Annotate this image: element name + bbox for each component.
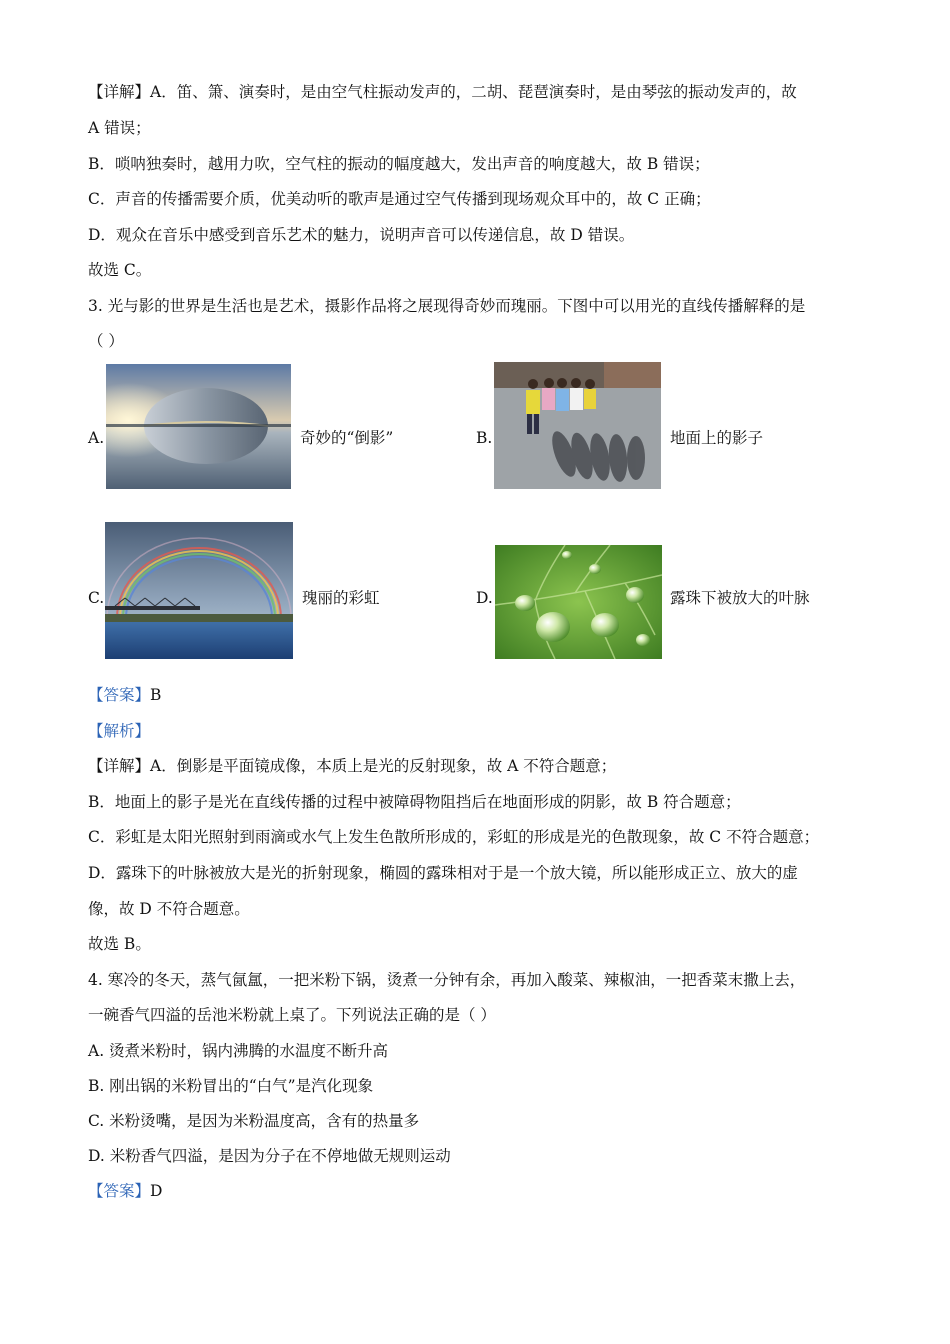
q4-stem-line2: 一碗香气四溢的岳池米粉就上桌了。下列说法正确的是（ ）	[88, 1006, 496, 1024]
q4-option-b: B. 刚出锅的米粉冒出的“白气”是汽化现象	[88, 1077, 374, 1095]
q3-explain-line4: D．露珠下的叶脉被放大是光的折射现象，椭圆的露珠相对于是一个放大镜，所以能形成正立、放大的虚	[88, 864, 798, 882]
q2-explain-line1b: A 错误；	[88, 119, 151, 137]
q3-answer-label: 【答案】	[88, 686, 151, 704]
q3-option-c-photo-rainbow	[105, 522, 293, 659]
q3-option-b-letter: B.	[476, 429, 493, 447]
q3-option-d-letter: D.	[476, 589, 493, 607]
q3-option-b-caption: 地面上的影子	[670, 429, 764, 447]
q3-explain-line4b: 像，故 D 不符合题意。	[88, 900, 250, 918]
q3-explain-line2: B．地面上的影子是光在直线传播的过程中被障碍物阻挡后在地面形成的阴影，故 B 符合题意；	[88, 793, 741, 811]
q4-answer-label: 【答案】	[88, 1182, 151, 1200]
q3-explain-line1: 【详解】A．倒影是平面镜成像，本质上是光的反射现象，故 A 不符合题意；	[88, 757, 617, 775]
q3-bracket: （ ）	[88, 332, 124, 350]
q3-analysis-label: 【解析】	[88, 722, 151, 740]
q3-stem: 3. 光与影的世界是生活也是艺术，摄影作品将之展现得奇妙而瑰丽。下图中可以用光的直线传播解释的是	[88, 297, 806, 315]
q4-answer: D	[150, 1182, 163, 1200]
q2-explain-label: 【详解】	[88, 83, 151, 101]
q3-explain-label: 【详解】	[88, 757, 151, 775]
q2-explain-line4: D．观众在音乐中感受到音乐艺术的魅力，说明声音可以传递信息，故 D 错误。	[88, 226, 635, 244]
q3-conclusion: 故选 B。	[88, 935, 151, 953]
q4-option-d: D. 米粉香气四溢，是因为分子在不停地做无规则运动	[88, 1147, 451, 1165]
q3-answer-line	[88, 685, 161, 705]
q2-explain-line3: C．声音的传播需要介质，优美动听的歌声是通过空气传播到现场观众耳中的，故 C 正确；	[88, 190, 711, 208]
q3-option-a-letter: A.	[88, 429, 105, 447]
q3-option-a-caption: 奇妙的“倒影”	[300, 429, 394, 447]
q2-conclusion: 故选 C。	[88, 261, 152, 279]
q2-explain-line1: 【详解】A．笛、箫、演奏时，是由空气柱振动发声的，二胡、琵琶演奏时，是由琴弦的振动发声的，故	[88, 83, 797, 101]
q3-option-c-letter: C.	[88, 589, 105, 607]
q4-stem-line1: 4. 寒冷的冬天，蒸气氤氲，一把米粉下锅，烫煮一分钟有余，再加入酸菜、辣椒油，一把香菜末撒上去，	[88, 971, 806, 989]
q3-option-d-caption: 露珠下被放大的叶脉	[670, 589, 810, 607]
q3-answer: B	[150, 686, 162, 704]
q4-answer-line	[88, 1181, 162, 1201]
q4-option-a: A. 烫煮米粉时，锅内沸腾的水温度不断升高	[88, 1042, 389, 1060]
q3-option-d-photo-leaf-dew	[495, 545, 662, 659]
q3-option-b-photo-shadows	[494, 362, 661, 489]
q2-explain-line2: B．唢呐独奏时，越用力吹，空气柱的振动的幅度越大，发出声音的响度越大，故 B 错误；	[88, 155, 710, 173]
q3-option-a-photo-opera-house	[106, 364, 291, 489]
q4-option-c: C. 米粉烫嘴，是因为米粉温度高，含有的热量多	[88, 1112, 420, 1130]
q3-option-c-caption: 瑰丽的彩虹	[302, 589, 380, 607]
q3-explain-line3: C．彩虹是太阳光照射到雨滴或水气上发生色散所形成的，彩虹的形成是光的色散现象，故 C 不符合题意；	[88, 828, 820, 846]
